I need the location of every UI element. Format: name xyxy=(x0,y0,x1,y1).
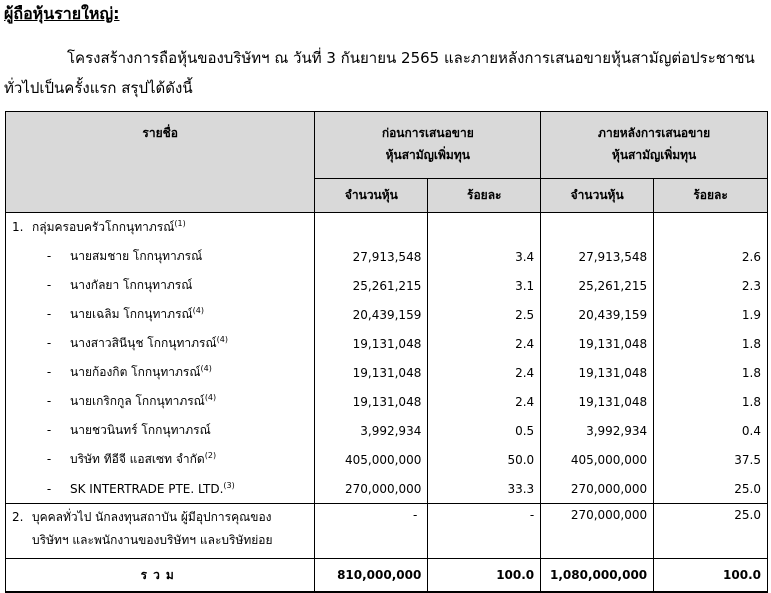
after-shares: 19,131,048 xyxy=(541,358,654,387)
after-shares: 19,131,048 xyxy=(541,329,654,358)
before-percent: 2.4 xyxy=(428,387,541,416)
header-before-shares: จำนวนหุ้น xyxy=(315,179,428,213)
header-before: ก่อนการเสนอขาย หุ้นสามัญเพิ่มทุน xyxy=(315,112,541,179)
after-percent: 37.5 xyxy=(654,445,768,474)
shareholder-name: - นายเกริกกูล โกกนุทาภรณ์$^{(4)}$ xyxy=(6,387,315,416)
table-row xyxy=(6,387,768,416)
table-row xyxy=(6,242,768,271)
group1-row xyxy=(6,213,768,243)
before-percent: 33.3 xyxy=(428,474,541,504)
before-shares: 270,000,000 xyxy=(315,474,428,504)
table-row xyxy=(6,300,768,329)
after-percent: 25.0 xyxy=(654,474,768,504)
intro-paragraph-line2: ทั่วไปเป็นครั้งแรก สรุปได้ดังนี้ xyxy=(4,79,193,97)
header-before-percent: ร้อยละ xyxy=(428,179,541,213)
group2-row xyxy=(6,504,768,559)
after-percent: 1.9 xyxy=(654,300,768,329)
before-percent: 50.0 xyxy=(428,445,541,474)
after-percent: 1.8 xyxy=(654,358,768,387)
after-shares: 25,261,215 xyxy=(541,271,654,300)
after-shares: 20,439,159 xyxy=(541,300,654,329)
before-percent: 2.4 xyxy=(428,358,541,387)
total-before-shares: 810,000,000 xyxy=(315,559,428,593)
total-before-percent: 100.0 xyxy=(428,559,541,593)
after-shares: 270,000,000 xyxy=(541,474,654,504)
shareholder-name: - นางกัลยา โกกนุทาภรณ์ xyxy=(6,271,315,300)
after-shares: 3,992,934 xyxy=(541,416,654,445)
before-shares: 19,131,048 xyxy=(315,358,428,387)
group1-label: 1. กลุ่มครอบครัวโกกนุทาภรณ์$^{(1)}$ xyxy=(6,213,315,243)
after-percent: 2.6 xyxy=(654,242,768,271)
shareholder-name: - SK INTERTRADE PTE. LTD.$^{(3)}$ xyxy=(6,474,315,504)
group2-after-percent: 25.0 xyxy=(654,504,768,559)
group2-before-percent: - xyxy=(428,504,541,559)
before-shares: 3,992,934 xyxy=(315,416,428,445)
after-shares: 27,913,548 xyxy=(541,242,654,271)
table-row xyxy=(6,329,768,358)
before-shares: 27,913,548 xyxy=(315,242,428,271)
after-percent: 0.4 xyxy=(654,416,768,445)
total-label: รวม xyxy=(6,559,315,593)
header-after-shares: จำนวนหุ้น xyxy=(541,179,654,213)
shareholder-name: - นางสาวสินีนุช โกกนุทาภรณ์$^{(4)}$ xyxy=(6,329,315,358)
shareholder-name: - นายสมชาย โกกนุทาภรณ์ xyxy=(6,242,315,271)
before-percent: 3.1 xyxy=(428,271,541,300)
intro-paragraph-line1: โครงสร้างการถือหุ้นของบริษัทฯ ณ วันที่ 3 กันยายน 2565 และภายหลังการเสนอขายหุ้นสามัญต่อประชาชน xyxy=(67,49,755,67)
group2-label: 2. บุคคลทั่วไป นักลงทุนสถาบัน ผู้มีอุปการคุณของ บริษัทฯ และพนักงานของบริษัทฯ และบริษัทย่อย xyxy=(6,504,315,559)
table-row xyxy=(6,358,768,387)
total-row xyxy=(6,559,768,593)
before-shares: 19,131,048 xyxy=(315,387,428,416)
header-after: ภายหลังการเสนอขาย หุ้นสามัญเพิ่มทุน xyxy=(541,112,768,179)
shareholder-name: - นายเฉลิม โกกนุทาภรณ์$^{(4)}$ xyxy=(6,300,315,329)
header-name: รายชื่อ xyxy=(6,112,315,213)
group2-before-shares: - xyxy=(315,504,428,559)
before-shares: 20,439,159 xyxy=(315,300,428,329)
before-percent: 2.5 xyxy=(428,300,541,329)
table-row xyxy=(6,271,768,300)
table-row xyxy=(6,416,768,445)
before-shares: 19,131,048 xyxy=(315,329,428,358)
before-shares: 25,261,215 xyxy=(315,271,428,300)
shareholder-table xyxy=(5,111,768,593)
shareholder-name: - นายชวนินทร์ โกกนุทาภรณ์ xyxy=(6,416,315,445)
total-after-percent: 100.0 xyxy=(654,559,768,593)
after-percent: 1.8 xyxy=(654,329,768,358)
before-shares: 405,000,000 xyxy=(315,445,428,474)
shareholder-name: - นายก้องกิต โกกนุทาภรณ์$^{(4)}$ xyxy=(6,358,315,387)
after-percent: 2.3 xyxy=(654,271,768,300)
before-percent: 0.5 xyxy=(428,416,541,445)
before-percent: 3.4 xyxy=(428,242,541,271)
table-row xyxy=(6,474,768,504)
section-heading: ผู้ถือหุ้นรายใหญ่: xyxy=(4,4,120,23)
header-after-percent: ร้อยละ xyxy=(654,179,768,213)
table-row xyxy=(6,445,768,474)
after-percent: 1.8 xyxy=(654,387,768,416)
after-shares: 19,131,048 xyxy=(541,387,654,416)
group2-after-shares: 270,000,000 xyxy=(541,504,654,559)
total-after-shares: 1,080,000,000 xyxy=(541,559,654,593)
after-shares: 405,000,000 xyxy=(541,445,654,474)
shareholder-name: - บริษัท ทีอีจี แอสเซท จำกัด$^{(2)}$ xyxy=(6,445,315,474)
before-percent: 2.4 xyxy=(428,329,541,358)
